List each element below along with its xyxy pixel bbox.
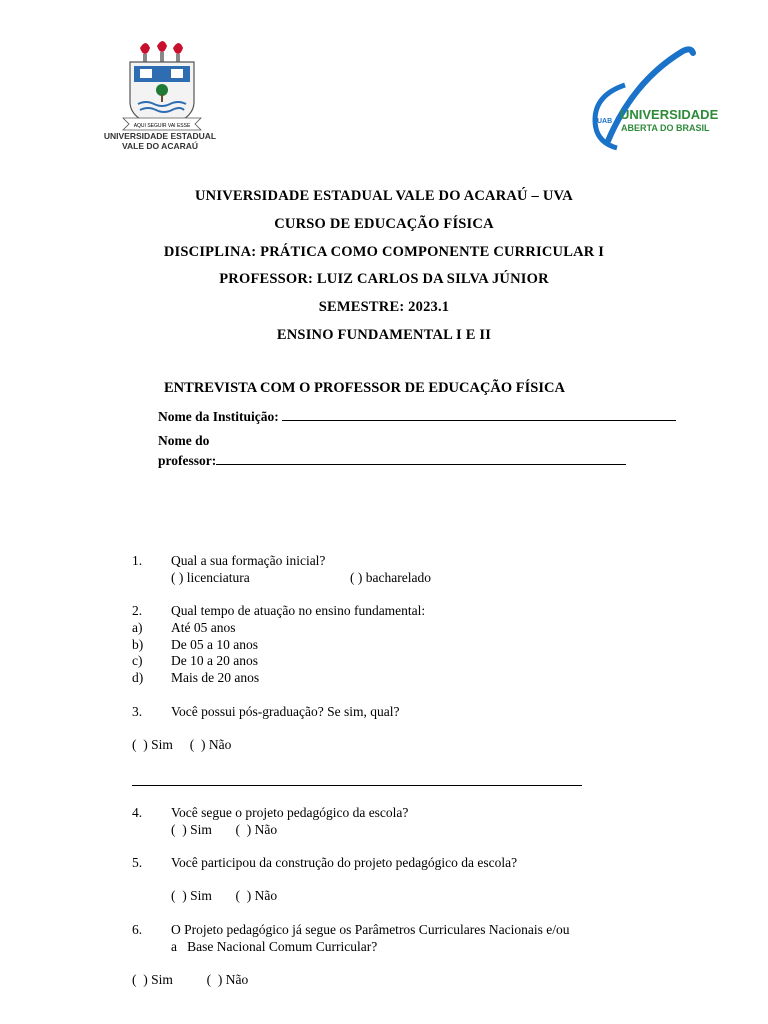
q2-option-letter: a) [132, 620, 143, 635]
uab-logo [585, 45, 719, 155]
svg-text:AQUI SEGUIR VAI ESSE: AQUI SEGUIR VAI ESSE [133, 123, 191, 129]
header-course: CURSO DE EDUCAÇÃO FÍSICA [274, 216, 494, 232]
q6-text-line1: O Projeto pedagógico já segue os Parâmetros Curriculares Nacionais e/ou [171, 922, 570, 937]
q3-number: 3. [132, 704, 143, 719]
q4-text: Você segue o projeto pedagógico da escola? [171, 805, 409, 820]
q6-options[interactable]: ( ) Sim ( ) Não [132, 972, 249, 987]
professor-label-line1: Nome do [158, 433, 210, 448]
professor-label: professor: [158, 453, 217, 468]
q2-option-c[interactable]: De 10 a 20 anos [171, 653, 258, 668]
header-university: UNIVERSIDADE ESTADUAL VALE DO ACARAÚ – UVA [195, 188, 573, 204]
header-discipline: DISCIPLINA: PRÁTICA COMO COMPONENTE CURRICULAR I [163, 244, 605, 260]
q2-option-letter: c) [132, 653, 143, 668]
q2-option-a[interactable]: Até 05 anos [171, 620, 236, 635]
q3-text: Você possui pós-graduação? Se sim, qual? [171, 704, 400, 719]
q3-answer-line[interactable] [132, 785, 582, 786]
institution-label: Nome da Instituição: [158, 409, 279, 424]
q1-text: Qual a sua formação inicial? [171, 553, 326, 568]
q1-option-bacharelado[interactable]: ( ) bacharelado [350, 570, 431, 585]
header-semester: SEMESTRE: 2023.1 [318, 299, 450, 315]
q5-text: Você participou da construção do projeto pedagógico da escola? [171, 855, 518, 870]
svg-text:UNIVERSIDADE: UNIVERSIDADE [620, 107, 719, 122]
q1-option-licenciatura[interactable]: ( ) licenciatura [171, 570, 250, 585]
header-level: ENSINO FUNDAMENTAL I E II [276, 327, 492, 343]
q2-option-letter: d) [132, 670, 144, 685]
q5-options[interactable]: ( ) Sim ( ) Não [171, 888, 278, 903]
q4-number: 4. [132, 805, 143, 820]
q6-text-line2: a Base Nacional Comum Curricular? [171, 939, 378, 954]
q2-option-letter: b) [132, 637, 144, 652]
institution-line[interactable] [282, 406, 676, 421]
q3-options[interactable]: ( ) Sim ( ) Não [132, 737, 232, 752]
q2-option-b[interactable]: De 05 a 10 anos [171, 637, 258, 652]
q1-number: 1. [132, 553, 143, 568]
q5-number: 5. [132, 855, 143, 870]
q2-number: 2. [132, 603, 143, 618]
q2-text: Qual tempo de atuação no ensino fundamental: [171, 603, 426, 618]
institution-field[interactable] [158, 406, 676, 425]
professor-field[interactable] [158, 450, 626, 469]
professor-line[interactable] [216, 450, 626, 465]
svg-text:UAB: UAB [597, 118, 613, 125]
form-title: ENTREVISTA COM O PROFESSOR DE EDUCAÇÃO FÍSICA [164, 380, 565, 396]
q6-number: 6. [132, 922, 143, 937]
uva-logo-text: UNIVERSIDADE ESTADUAL VALE DO ACARAÚ [103, 131, 217, 151]
svg-text:ABERTA DO BRASIL: ABERTA DO BRASIL [621, 123, 710, 133]
header-professor: PROFESSOR: LUIZ CARLOS DA SILVA JÚNIOR [219, 271, 549, 287]
q4-options[interactable]: ( ) Sim ( ) Não [171, 822, 278, 837]
q2-option-d[interactable]: Mais de 20 anos [171, 670, 260, 685]
